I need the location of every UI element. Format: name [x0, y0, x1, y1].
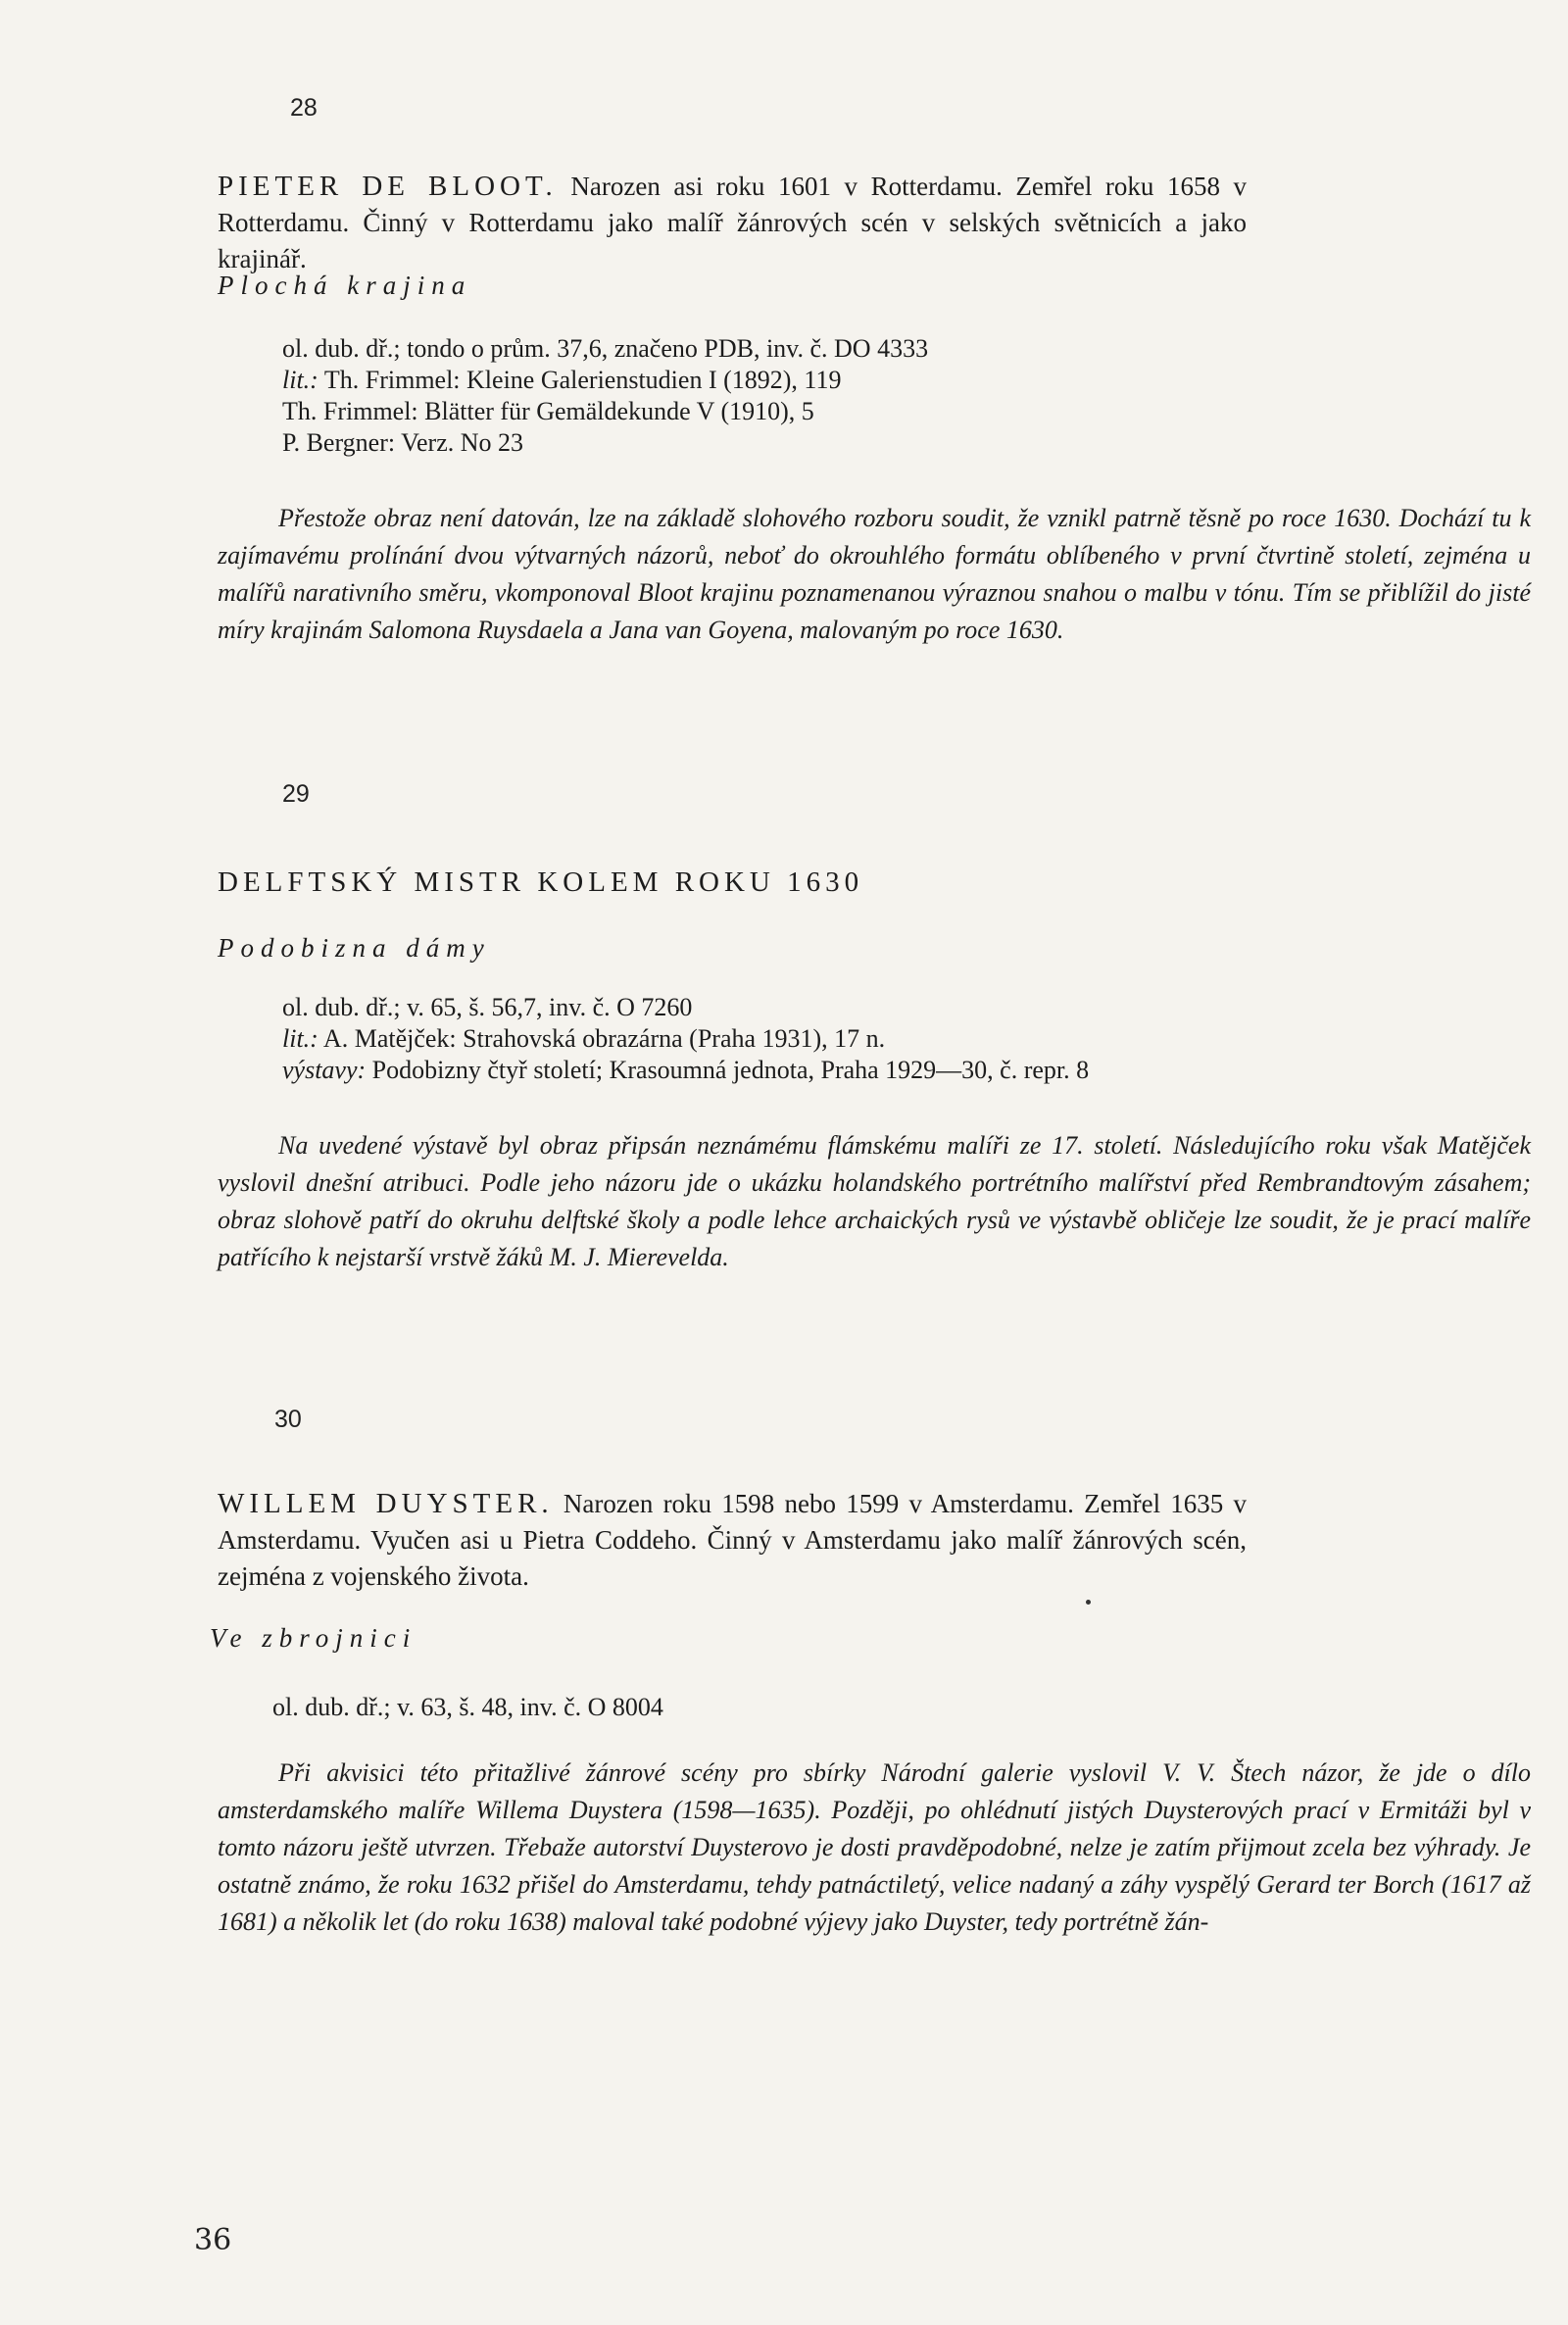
page-number-bottom: 36 [194, 2223, 232, 2257]
artwork-metadata [282, 333, 928, 459]
artist-biography: Narozen roku 1598 nebo 1599 v Amsterdamu. Zemřel 1635 v Amsterdamu. Vyučen asi u Pietra Coddeho. Činný v Amsterdamu jako malíř žánrových scén, zejména z vojenského života. [218, 1489, 1248, 1591]
artist-name: WILLEM DUYSTER. [218, 1488, 554, 1519]
ink-dot [1086, 1600, 1091, 1605]
meta-line: lit.: Th. Frimmel: Kleine Galerienstudien I (1892), 119 [282, 366, 842, 394]
entry-30-heading [218, 1486, 1247, 1595]
artist-biography: Narozen asi roku 1601 v Rotterdamu. Zemřel roku 1658 v Rotterdamu. Činný v Rotterdamu jako malíř žánrových scén v selských světnicích a jako krajinář. [218, 172, 1248, 273]
artwork-metadata [272, 1692, 663, 1723]
artwork-title: Ve zbrojnici [210, 1623, 417, 1653]
meta-line: Th. Frimmel: Blätter für Gemäldekunde V (1910), 5 [282, 397, 814, 425]
meta-line: P. Bergner: Verz. No 23 [282, 428, 524, 457]
artist-name: PIETER DE BLOOT. [218, 171, 558, 202]
meta-line: výstavy: Podobizny čtyř století; Krasoumná jednota, Praha 1929—30, č. repr. 8 [282, 1056, 1090, 1084]
artwork-title: Plochá krajina [218, 271, 472, 300]
artwork-title: Podobizna dámy [218, 933, 491, 963]
entry-30-commentary: Při akvisici této přitažlivé žánrové scény pro sbírky Národní galerie vyslovil V. V. Štech názor, že jde o dílo amsterdamského malíře Willema Duystera (1598—1635). Později, po ohlédnutí jistých Duysterových prací v Ermitáži byl v tomto názoru ještě utvrzen. Třebaže autorství Duysterovo je dosti pravděpodobné, nelze je zatím přijmout zcela bez výhrady. Je ostatně známo, že roku 1632 přišel do Amsterdamu, tehdy patnáctiletý, velice nadaný a záhy vyspělý Gerard ter Borch (1617 až 1681) a několik let (do roku 1638) maloval také podobné výjevy jako Duyster, tedy portrétně žán- [218, 1758, 1531, 1936]
entry-number: 30 [274, 1406, 302, 1433]
entry-28-commentary: Přestože obraz není datován, lze na základě slohového rozboru soudit, že vznikl patrně těsně po roce 1630. Dochází tu k zajímavému prolínání dvou výtvarných názorů, neboť do okrouhlého formátu oblíbeného v první čtvrtině století, zejména u malířů narativního směru, vkomponoval Bloot krajinu poznamenanou výraznou snahou o malbu v tónu. Tím se přiblížil do jisté míry krajinám Salomona Ruysdaela a Jana van Goyena, malovaným po roce 1630. [218, 504, 1531, 644]
entry-28-heading [218, 169, 1247, 277]
artwork-metadata [282, 992, 1089, 1086]
meta-line: ol. dub. dř.; v. 65, š. 56,7, inv. č. O 7260 [282, 993, 693, 1021]
entry-29-heading [218, 865, 1247, 901]
meta-line: lit.: A. Matějček: Strahovská obrazárna (Praha 1931), 17 n. [282, 1024, 886, 1053]
page-number-top: 28 [290, 94, 318, 122]
meta-line: ol. dub. dř.; v. 63, š. 48, inv. č. O 8004 [272, 1693, 663, 1721]
entry-number: 29 [282, 780, 310, 808]
artist-name: DELFTSKÝ MISTR KOLEM ROKU 1630 [218, 866, 864, 898]
meta-line: ol. dub. dř.; tondo o prům. 37,6, značeno PDB, inv. č. DO 4333 [282, 334, 929, 363]
entry-29-commentary: Na uvedené výstavě byl obraz připsán neznámému flámskému malíři ze 17. století. Následujícího roku však Matějček vyslovil dnešní atribuci. Podle jeho názoru jde o ukázku holandského portrétního malířství před Rembrandtovým zásahem; obraz slohově patří do okruhu delftské školy a podle lehce archaických rysů ve výstavbě obličeje lze soudit, že je prací malíře patřícího k nejstarší vrstvě žáků M. J. Mierevelda. [218, 1131, 1531, 1271]
